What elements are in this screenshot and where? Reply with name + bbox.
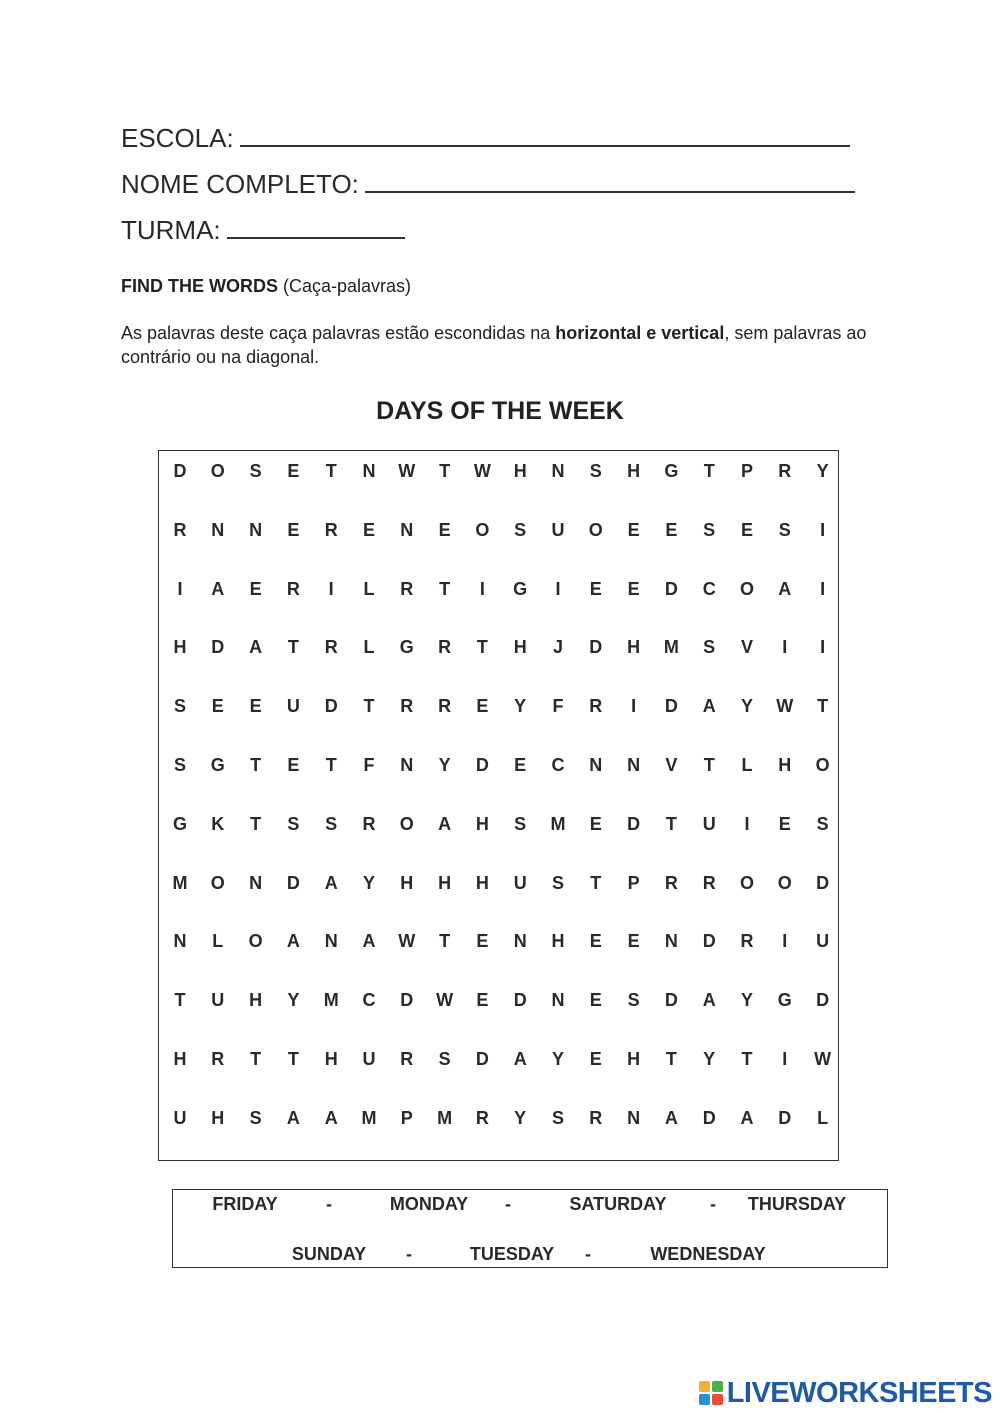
grid-letter[interactable]: U — [702, 813, 716, 834]
grid-letter[interactable]: E — [627, 519, 640, 540]
grid-letter[interactable]: H — [513, 461, 527, 481]
liveworksheets-logo-icon — [699, 1381, 723, 1405]
grid-letter[interactable]: C — [362, 990, 376, 1011]
grid-letter[interactable]: I — [782, 1049, 788, 1069]
grid-letter[interactable]: V — [740, 637, 753, 658]
grid-letter[interactable]: Y — [816, 461, 829, 481]
grid-letter[interactable]: D — [702, 931, 716, 952]
grid-letter[interactable]: R — [400, 1049, 414, 1069]
grid-letter[interactable]: E — [287, 755, 300, 775]
grid-letter[interactable]: N — [513, 931, 527, 952]
grid-letter[interactable]: E — [249, 696, 262, 717]
grid-letter[interactable]: A — [211, 578, 225, 599]
grid-letter[interactable]: N — [589, 755, 603, 775]
grid-letter[interactable]: U — [362, 1049, 376, 1069]
grid-letter[interactable]: I — [479, 578, 485, 599]
grid-letter[interactable]: A — [664, 1107, 678, 1128]
grid-letter[interactable]: S — [173, 755, 186, 775]
grid-letter[interactable]: D — [324, 696, 338, 717]
grid-letter[interactable]: D — [627, 813, 641, 834]
grid-letter[interactable]: S — [778, 519, 791, 540]
grid-letter[interactable]: E — [778, 813, 791, 834]
grid-letter[interactable]: Y — [438, 755, 451, 775]
grid-letter[interactable]: O — [588, 519, 603, 540]
grid-letter[interactable]: U — [816, 931, 830, 952]
instructions-body — [121, 321, 881, 369]
grid-letter[interactable]: W — [814, 1049, 832, 1069]
word-separator: - — [505, 1194, 511, 1214]
grid-letter[interactable]: O — [739, 872, 754, 893]
nome-blank-line[interactable] — [365, 167, 855, 193]
grid-letter[interactable]: I — [177, 578, 183, 599]
grid-letter[interactable]: Y — [551, 1049, 564, 1069]
grid-letter[interactable]: U — [286, 696, 300, 717]
grid-letter[interactable]: O — [777, 872, 792, 893]
grid-letter[interactable]: T — [325, 755, 337, 775]
word-sunday: SUNDAY — [291, 1244, 367, 1264]
grid-letter[interactable]: E — [249, 578, 262, 599]
grid-letter[interactable]: W — [398, 461, 416, 481]
grid-letter[interactable]: H — [551, 931, 565, 952]
grid-letter[interactable]: T — [287, 1049, 299, 1069]
grid-letter[interactable]: N — [211, 519, 225, 540]
grid-letter[interactable]: E — [514, 755, 527, 775]
grid-letter[interactable]: D — [816, 872, 830, 893]
grid-letter[interactable]: S — [551, 1107, 564, 1128]
instructions-title-bold: FIND THE WORDS — [121, 276, 278, 296]
grid-letter[interactable]: H — [778, 755, 792, 775]
grid-letter[interactable]: F — [552, 696, 564, 717]
grid-letter[interactable]: T — [665, 1049, 677, 1069]
grid-letter[interactable]: V — [665, 755, 678, 775]
grid-letter[interactable]: D — [475, 1049, 489, 1069]
word-monday: MONDAY — [389, 1194, 469, 1214]
grid-letter[interactable]: T — [439, 578, 451, 599]
grid-letter[interactable]: Y — [514, 1107, 527, 1128]
grid-letter[interactable]: T — [703, 461, 715, 481]
grid-letter[interactable]: T — [250, 755, 262, 775]
grid-letter[interactable]: N — [249, 872, 263, 893]
grid-letter[interactable]: T — [439, 461, 451, 481]
grid-letter[interactable]: L — [363, 637, 375, 658]
grid-letter[interactable]: K — [211, 813, 225, 834]
grid-letter[interactable]: M — [663, 637, 679, 658]
grid-letter[interactable]: M — [172, 872, 188, 893]
grid-letter[interactable]: E — [362, 519, 375, 540]
grid-letter[interactable]: E — [287, 519, 300, 540]
grid-letter[interactable]: W — [398, 931, 416, 952]
grid-letter[interactable]: J — [552, 637, 563, 658]
grid-letter[interactable]: D — [702, 1107, 716, 1128]
grid-letter[interactable]: H — [400, 872, 414, 893]
grid-letter[interactable]: S — [514, 813, 527, 834]
grid-letter[interactable]: D — [589, 637, 603, 658]
grid-letter[interactable]: L — [363, 578, 375, 599]
grid-letter[interactable]: E — [665, 519, 678, 540]
grid-letter[interactable]: S — [287, 813, 300, 834]
grid-letter[interactable]: D — [475, 755, 489, 775]
grid-letter[interactable]: D — [664, 696, 678, 717]
grid-letter[interactable]: E — [476, 990, 489, 1011]
word-search-grid[interactable] — [158, 450, 839, 1161]
grid-letter[interactable]: H — [173, 1049, 187, 1069]
escola-label: ESCOLA: — [121, 123, 234, 153]
grid-letter[interactable]: H — [211, 1107, 225, 1128]
grid-letter[interactable]: T — [174, 990, 186, 1011]
grid-letter[interactable]: E — [589, 931, 602, 952]
grid-letter[interactable]: I — [782, 931, 788, 952]
grid-letter[interactable]: S — [249, 461, 262, 481]
grid-letter[interactable]: N — [400, 755, 414, 775]
grid-letter[interactable]: R — [438, 696, 452, 717]
word-separator: - — [710, 1194, 716, 1214]
grid-letter[interactable]: W — [776, 696, 794, 717]
grid-letter[interactable]: F — [363, 755, 375, 775]
grid-letter[interactable]: N — [664, 931, 678, 952]
grid-letter[interactable]: Y — [703, 1049, 716, 1069]
grid-letter[interactable]: D — [286, 872, 300, 893]
grid-letter[interactable]: Y — [740, 990, 753, 1011]
instructions-title — [121, 276, 411, 297]
grid-letter[interactable]: C — [551, 755, 565, 775]
logo-square-red — [712, 1394, 723, 1405]
turma-blank-line[interactable] — [227, 213, 405, 239]
grid-letter[interactable]: T — [287, 637, 299, 658]
grid-letter[interactable]: G — [172, 813, 187, 834]
grid-letter[interactable]: T — [439, 931, 451, 952]
grid-letter[interactable]: T — [250, 813, 262, 834]
grid-letter[interactable]: H — [324, 1049, 338, 1069]
grid-letter[interactable]: R — [475, 1107, 489, 1128]
word-separator: - — [406, 1244, 412, 1264]
grid-letter[interactable]: H — [513, 637, 527, 658]
grid-letter[interactable]: E — [589, 990, 602, 1011]
grid-letter[interactable]: L — [817, 1107, 829, 1128]
grid-letter[interactable]: D — [211, 637, 225, 658]
grid-letter[interactable]: T — [741, 1049, 753, 1069]
grid-letter[interactable]: R — [324, 637, 338, 658]
grid-letter[interactable]: E — [476, 931, 489, 952]
grid-letter[interactable]: N — [324, 931, 338, 952]
grid-letter[interactable]: E — [740, 519, 753, 540]
grid-letter[interactable]: E — [627, 578, 640, 599]
grid-letter[interactable]: A — [324, 872, 338, 893]
grid-letter[interactable]: N — [551, 461, 565, 481]
grid-letter[interactable]: I — [555, 578, 561, 599]
grid-letter[interactable]: E — [476, 696, 489, 717]
grid-letter[interactable]: A — [362, 931, 376, 952]
grid-letter[interactable]: I — [820, 578, 826, 599]
word-separator: - — [326, 1194, 332, 1214]
grid-letter[interactable]: D — [664, 990, 678, 1011]
grid-letter[interactable]: U — [513, 872, 527, 893]
grid-letter[interactable]: R — [589, 696, 603, 717]
grid-letter[interactable]: W — [436, 990, 454, 1011]
grid-letter[interactable]: N — [627, 755, 641, 775]
grid-letter[interactable]: T — [590, 872, 602, 893]
grid-letter[interactable]: O — [210, 461, 225, 481]
grid-letter[interactable]: D — [778, 1107, 792, 1128]
grid-letter[interactable]: T — [476, 637, 488, 658]
word-separator: - — [585, 1244, 591, 1264]
grid-letter[interactable]: I — [631, 696, 637, 717]
grid-letter[interactable]: P — [627, 872, 640, 893]
grid-letter[interactable]: C — [702, 578, 716, 599]
grid-letter[interactable]: E — [211, 696, 224, 717]
grid-letter[interactable]: Y — [287, 990, 300, 1011]
grid-letter[interactable]: N — [173, 931, 187, 952]
word-thursday: THURSDAY — [747, 1194, 847, 1214]
instructions-title-rest: (Caça-palavras) — [278, 276, 412, 296]
grid-letter[interactable]: G — [664, 461, 679, 481]
grid-letter[interactable]: I — [328, 578, 334, 599]
grid-letter[interactable]: M — [550, 813, 566, 834]
grid-letter[interactable]: O — [399, 813, 414, 834]
word-tuesday: TUESDAY — [469, 1244, 555, 1264]
turma-field — [121, 213, 405, 246]
grid-letter[interactable]: Y — [362, 872, 375, 893]
word-friday: FRIDAY — [212, 1194, 278, 1214]
grid-letter[interactable]: E — [627, 931, 640, 952]
grid-letter[interactable]: R — [211, 1049, 225, 1069]
grid-letter[interactable]: M — [437, 1107, 453, 1128]
grid-letter[interactable]: N — [627, 1107, 641, 1128]
grid-letter[interactable]: R — [664, 872, 678, 893]
grid-letter[interactable]: O — [815, 755, 830, 775]
grid-letter[interactable]: S — [514, 519, 527, 540]
grid-letter[interactable]: S — [589, 461, 602, 481]
grid-letter[interactable]: S — [173, 696, 186, 717]
grid-letter[interactable]: M — [361, 1107, 377, 1128]
grid-letter[interactable]: H — [627, 637, 641, 658]
grid-letter[interactable]: R — [324, 519, 338, 540]
grid-letter[interactable]: N — [400, 519, 414, 540]
grid-letter[interactable]: G — [777, 990, 792, 1011]
grid-letter[interactable]: T — [325, 461, 337, 481]
nome-label: NOME COMPLETO: — [121, 169, 359, 199]
word-saturday: SATURDAY — [569, 1194, 667, 1214]
instructions-body-before: As palavras deste caça palavras estão escondidas na — [121, 323, 556, 343]
instructions-body-after: , sem palavras ao contrário ou na diagonal. — [121, 323, 867, 367]
grid-letter[interactable]: O — [475, 519, 490, 540]
grid-letter[interactable]: W — [473, 461, 491, 481]
grid-letter[interactable]: D — [664, 578, 678, 599]
grid-letter[interactable]: R — [438, 637, 452, 658]
grid-letter[interactable]: N — [551, 990, 565, 1011]
grid-letter[interactable]: I — [820, 637, 826, 658]
escola-field — [121, 121, 850, 154]
grid-letter[interactable]: U — [211, 990, 225, 1011]
grid-letter[interactable]: R — [286, 578, 300, 599]
grid-letter[interactable]: A — [324, 1107, 338, 1128]
word-bank — [172, 1189, 888, 1268]
escola-blank-line[interactable] — [240, 121, 850, 147]
grid-letter[interactable]: U — [551, 519, 565, 540]
grid-letter[interactable]: A — [438, 813, 452, 834]
grid-letter[interactable]: S — [703, 519, 716, 540]
grid-letter[interactable]: A — [286, 1107, 300, 1128]
grid-letter[interactable]: A — [702, 990, 716, 1011]
liveworksheets-logo-text: LIVEWORKSHEETS — [726, 1376, 992, 1409]
grid-letter[interactable]: U — [173, 1107, 187, 1128]
grid-letter[interactable]: Y — [514, 696, 527, 717]
grid-letter[interactable]: R — [400, 696, 414, 717]
puzzle-title: DAYS OF THE WEEK — [376, 397, 624, 425]
grid-letter[interactable]: T — [363, 696, 375, 717]
grid-letter[interactable]: D — [400, 990, 414, 1011]
grid-letter[interactable]: A — [286, 931, 300, 952]
grid-letter[interactable]: S — [627, 990, 640, 1011]
grid-letter[interactable]: A — [778, 578, 792, 599]
grid-letter[interactable]: S — [551, 872, 564, 893]
grid-letter[interactable]: R — [589, 1107, 603, 1128]
nome-field — [121, 167, 855, 200]
grid-letter[interactable]: S — [438, 1049, 451, 1069]
grid-letter[interactable]: A — [513, 1049, 527, 1069]
grid-letter[interactable]: H — [475, 872, 489, 893]
grid-letter[interactable]: L — [212, 931, 224, 952]
instructions-body-bold: horizontal e vertical — [555, 323, 725, 343]
grid-letter[interactable]: R — [173, 519, 187, 540]
grid-letter[interactable]: O — [210, 872, 225, 893]
logo-square-yellow — [699, 1381, 710, 1392]
logo-square-blue — [699, 1394, 710, 1405]
grid-letter[interactable]: H — [627, 1049, 641, 1069]
liveworksheets-logo — [699, 1376, 992, 1410]
grid-letter[interactable]: O — [248, 931, 263, 952]
grid-letter[interactable]: R — [778, 461, 792, 481]
grid-letter[interactable]: S — [703, 637, 716, 658]
grid-letter[interactable]: H — [438, 872, 452, 893]
grid-letter[interactable]: H — [627, 461, 641, 481]
grid-letter[interactable]: N — [362, 461, 376, 481]
logo-square-green — [712, 1381, 723, 1392]
grid-letter[interactable]: Y — [740, 696, 753, 717]
grid-letter[interactable]: E — [287, 461, 300, 481]
grid-letter[interactable]: A — [740, 1107, 754, 1128]
grid-letter[interactable]: R — [702, 872, 716, 893]
grid-letter[interactable]: I — [782, 637, 788, 658]
grid-letter[interactable]: H — [173, 637, 187, 658]
grid-letter[interactable]: R — [740, 931, 754, 952]
word-wednesday: WEDNESDAY — [650, 1244, 766, 1264]
grid-letter[interactable]: T — [250, 1049, 262, 1069]
turma-label: TURMA: — [121, 215, 221, 245]
grid-letter[interactable]: D — [816, 990, 830, 1011]
grid-letter[interactable]: A — [249, 637, 263, 658]
grid-letter[interactable]: D — [513, 990, 527, 1011]
grid-letter[interactable]: S — [816, 813, 829, 834]
grid-letter[interactable]: E — [589, 1049, 602, 1069]
grid-letter[interactable]: N — [249, 519, 263, 540]
grid-letter[interactable]: H — [249, 990, 263, 1011]
grid-letter[interactable]: T — [703, 755, 715, 775]
grid-letter[interactable]: R — [362, 813, 376, 834]
grid-letter[interactable]: H — [475, 813, 489, 834]
grid-letter[interactable]: T — [665, 813, 677, 834]
grid-letter[interactable]: R — [400, 578, 414, 599]
grid-letter[interactable]: P — [740, 461, 753, 481]
grid-letter[interactable]: E — [589, 813, 602, 834]
grid-letter[interactable]: M — [323, 990, 339, 1011]
grid-letter[interactable]: G — [210, 755, 225, 775]
grid-letter[interactable]: E — [438, 519, 451, 540]
grid-letter[interactable]: T — [817, 696, 829, 717]
grid-letter[interactable]: A — [702, 696, 716, 717]
grid-letter[interactable]: L — [741, 755, 753, 775]
grid-letter[interactable]: P — [400, 1107, 413, 1128]
grid-letter[interactable]: S — [325, 813, 338, 834]
grid-letter[interactable]: I — [744, 813, 750, 834]
grid-letter[interactable]: S — [249, 1107, 262, 1128]
grid-letter[interactable]: E — [589, 578, 602, 599]
grid-letter[interactable]: G — [513, 578, 528, 599]
grid-letter[interactable]: I — [820, 519, 826, 540]
grid-letter[interactable]: G — [399, 637, 414, 658]
grid-letter[interactable]: D — [173, 461, 187, 481]
grid-letter[interactable]: O — [739, 578, 754, 599]
